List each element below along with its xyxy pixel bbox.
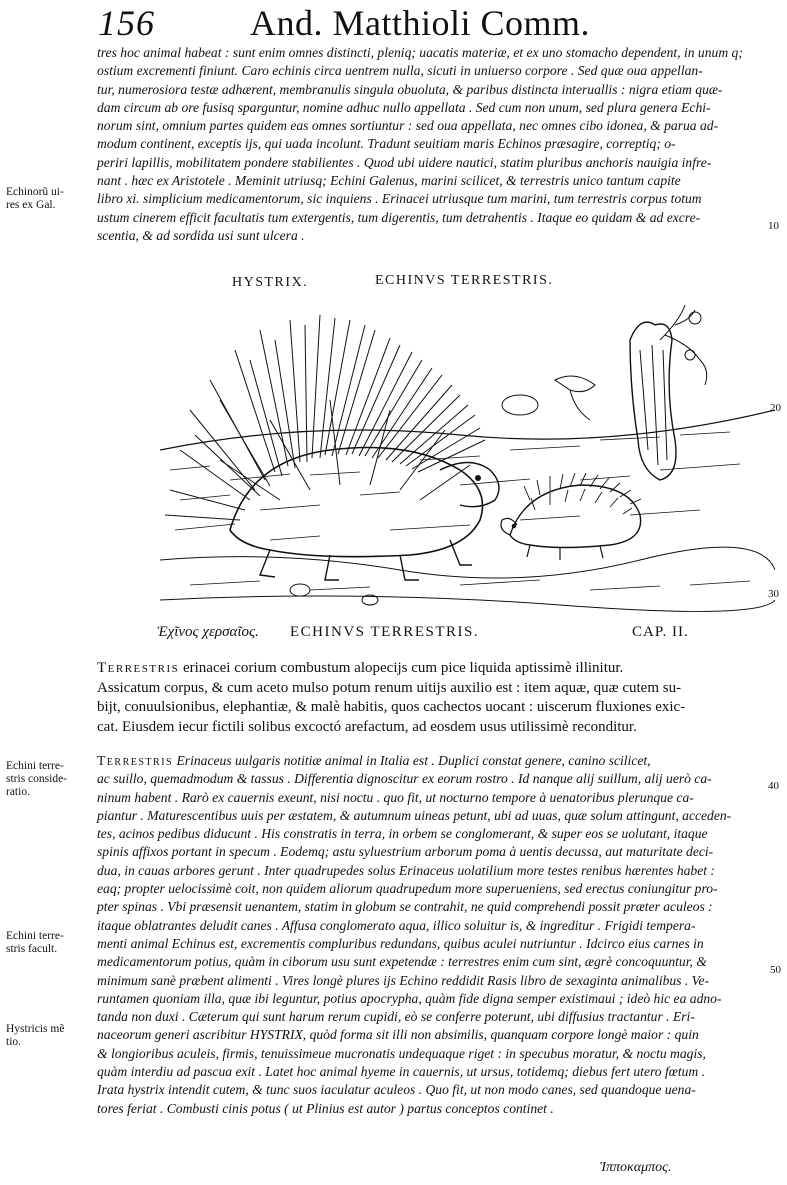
lead-word: Terrestris <box>97 660 180 676</box>
chapter-latin-title: ECHINVS TERRESTRIS. <box>290 624 480 640</box>
text-line: ninum habent . Rarò ex cauernis exeunt, nisi noctu . quo fit, ut nocturno tempore à uenatoribus plerunque ca- <box>97 789 694 805</box>
text-line: & longioribus aculeis, firmis, tenuissimeue mucronatis undequaque riget : in specubus moratur, & noctu magis, <box>97 1045 706 1061</box>
line-number: 20 <box>770 402 781 414</box>
text-line: tres hoc animal habeat : sunt enim omnes distincti, pleniq; uacatis materiæ, et ex uno stomacho dependent, in unum q; <box>97 45 743 60</box>
margin-note-line: ratio. <box>6 786 30 798</box>
text-line: tes, acinos pedibus diducunt . His constratis in terra, in orbem se conglomerant, & super eos se uolutant, itaque <box>97 826 708 842</box>
margin-note-line: res ex Gal. <box>6 199 56 211</box>
text-line: norum sint, omnium partes quidem eas omnes sortiuntur : sed oua appellata, nec omnes cibo idonea, & parua ad- <box>97 118 719 134</box>
catchword: Ἱπποκαμπος. <box>600 1160 672 1175</box>
text-line <box>97 659 765 679</box>
text-line: quàm interdiu ad pascua exit . Latet hoc animal hyeme in cauernis, ut ursus, totidemq; diebus fert utero fœtum . <box>97 1064 706 1080</box>
text-line: libro xi. simplicium medicamentorum, sic inquiens . Erinacei utriusque tum marini, tum terrestris corpus totum <box>97 191 702 207</box>
text-line: Irata hystrix intendit cutem, & tunc suos iaculatur aculeos . Quo fit, ut non modo canes, sed quandoque uena- <box>97 1082 696 1098</box>
text-line: bijt, conuulsionibus, elephantiæ, & malè habitis, quos cachectos uocant : uiscerum fluxiones exic- <box>97 699 686 715</box>
text-line: ostium excrementi finiunt. Caro echinis circa uentrem nulla, sicuti in uniuerso corpore . Sed quæ oua appellan- <box>97 63 703 79</box>
line-number: 10 <box>768 220 779 232</box>
line-number: 50 <box>770 964 781 976</box>
text-line: nant . hæc ex Aristotele . Meminit utriusq; Echini Galenus, marini scilicet, & terrestris unico tantum capite <box>97 173 681 189</box>
margin-note-line: stris conside- <box>6 773 68 785</box>
text-line: periri lapillis, mobilitatem pondere stabilientes . Quod ubi uidere nautici, statim pluribus anchoris nauigia infre- <box>97 154 712 170</box>
line-number: 30 <box>768 588 779 600</box>
text-line: medicamentorum potius, quàm in ciborum usu sunt expetendæ : terrestres enim cum sint, ægrè concoquuntur, & <box>97 954 707 970</box>
text-line: itaque oblatrantes deludit canes . Affusa conglomerato aqua, illico soluitur is, & ingreditur . Frigidi tempera- <box>97 917 696 933</box>
margin-note-line: Echinorũ ui- <box>6 186 64 198</box>
bottom-paragraph <box>97 752 765 1118</box>
figure-label-echinus: ECHINVS TERRESTRIS. <box>375 273 554 288</box>
figure-label-hystrix: HYSTRIX. <box>232 275 309 290</box>
margin-note-line: Echini terre- <box>6 760 64 772</box>
text-line: menti animal Echinus est, excrementis compluribus redundans, quibus aculei nutriuntur . Idcirco eius carnes in <box>97 935 704 951</box>
top-paragraph <box>97 44 765 245</box>
text-line: tur, numerosiora testæ adhærent, membranulis singula obuoluta, & paribus distincta interuallis : nigra etiam quæ- <box>97 81 723 97</box>
text-line <box>97 752 765 770</box>
lead-word: Terrestris <box>97 753 174 768</box>
text-line: tores feriat . Combusti cinis potus ( ut Plinius est autor ) partus conceptos continet . <box>97 1100 554 1116</box>
woodcut-illustration <box>160 300 775 615</box>
chapter-number: CAP. II. <box>632 624 689 640</box>
margin-note-line: Hystricis mẽ <box>6 1023 65 1035</box>
text-line: pter spinas . Vbi præsensit uenantem, statim in globum se contrahit, ne quid comprehendi possit præter aculeos : <box>97 899 713 915</box>
line-number: 40 <box>768 780 779 792</box>
margin-note-line: stris facult. <box>6 943 58 955</box>
text-line: tanda non duxi . Cæterum qui sunt harum rerum cupidi, eò se conferre poterunt, ubi diffusius tractantur . Eri- <box>97 1009 695 1025</box>
text-line: ac suillo, quemadmodum & tassus . Differentia dignoscitur ex eorum rostro . Id nanque alij suillum, alij uerò ca- <box>97 771 712 787</box>
text-line: spinis affixos portant in specum . Eodemq; astu syluestrium arborum poma à uentis decussa, aut maturitate deci- <box>97 844 714 860</box>
page-number: 156 <box>98 3 155 43</box>
text-line: minimum sanè præbent alimenti . Vires longè plures ijs Echino reddidit Rasis libro de sexaginta animalibus . Ve- <box>97 972 710 988</box>
text-line: modum continent, exceptis ijs, qui uada incolunt. Tradunt seuitiam maris Echinos præsagire, correptiq; o- <box>97 136 676 152</box>
text-segment: Erinaceus uulgaris notitiæ animal in Italia est . Duplici constat genere, canino scilicet, <box>173 753 651 768</box>
running-title: And. Matthioli Comm. <box>250 3 591 43</box>
margin-note <box>6 760 90 799</box>
text-line: scentia, & ad sordida usi sunt ulcera . <box>97 227 305 243</box>
margin-note <box>6 1023 90 1049</box>
text-line: cat. Eiusdem iecur fictili solibus excoctó arefactum, ad eosdem usus utilissimè reconditur. <box>97 718 637 735</box>
text-line: Assicatum corpus, & cum aceto mulso potum renum uitijs auxilio est : item aquæ, quæ cutem su- <box>97 679 682 696</box>
text-line: dam circum ab ore fusisq sparguntur, nomine adhuc nullo appellata . Sed cum non unum, sed plura genera Echi- <box>97 99 711 115</box>
text-line: piantur . Maturescentibus uuis per æstatem, & autumnum uineas petunt, ubi ad uuas, quæ solum attingunt, acceden- <box>97 807 732 823</box>
margin-note-line: Echini terre- <box>6 930 64 942</box>
text-line: runtamen quoniam illa, quæ ibi leguntur, potius apocrypha, quàm fide digna semper existimaui ; ideò hic ea adno- <box>97 990 722 1006</box>
text-line: dua, in cauas arbores gerunt . Inter quadrupedes solus Erinaceus uolatilium more testes renibus hærentes habet : <box>97 862 715 878</box>
chapter-greek-title: Ἐχῖνος χερσαῖος. <box>157 624 259 640</box>
text-segment: erinacei corium combustum alopecijs cum pice liquida aptissimè illinitur. <box>179 660 624 676</box>
text-line: ustum cinerem efficit facultatis tum extergentis, tum digerentis, tum detrahentis . Itaque eo quidam & ad excre- <box>97 209 701 225</box>
roman-paragraph <box>97 659 765 737</box>
margin-note-line: tio. <box>6 1036 22 1048</box>
margin-note <box>6 186 90 212</box>
text-line: eaq; propter uelocissimè coit, non quidem aliorum quadrupedum more superueniens, sed erectus coniungitur pro- <box>97 881 718 897</box>
text-line: naceorum generi ascribitur HYSTRIX, quòd forma sit illi non absimilis, quanquam corpore longè maior : quin <box>97 1027 699 1043</box>
margin-note <box>6 930 90 956</box>
